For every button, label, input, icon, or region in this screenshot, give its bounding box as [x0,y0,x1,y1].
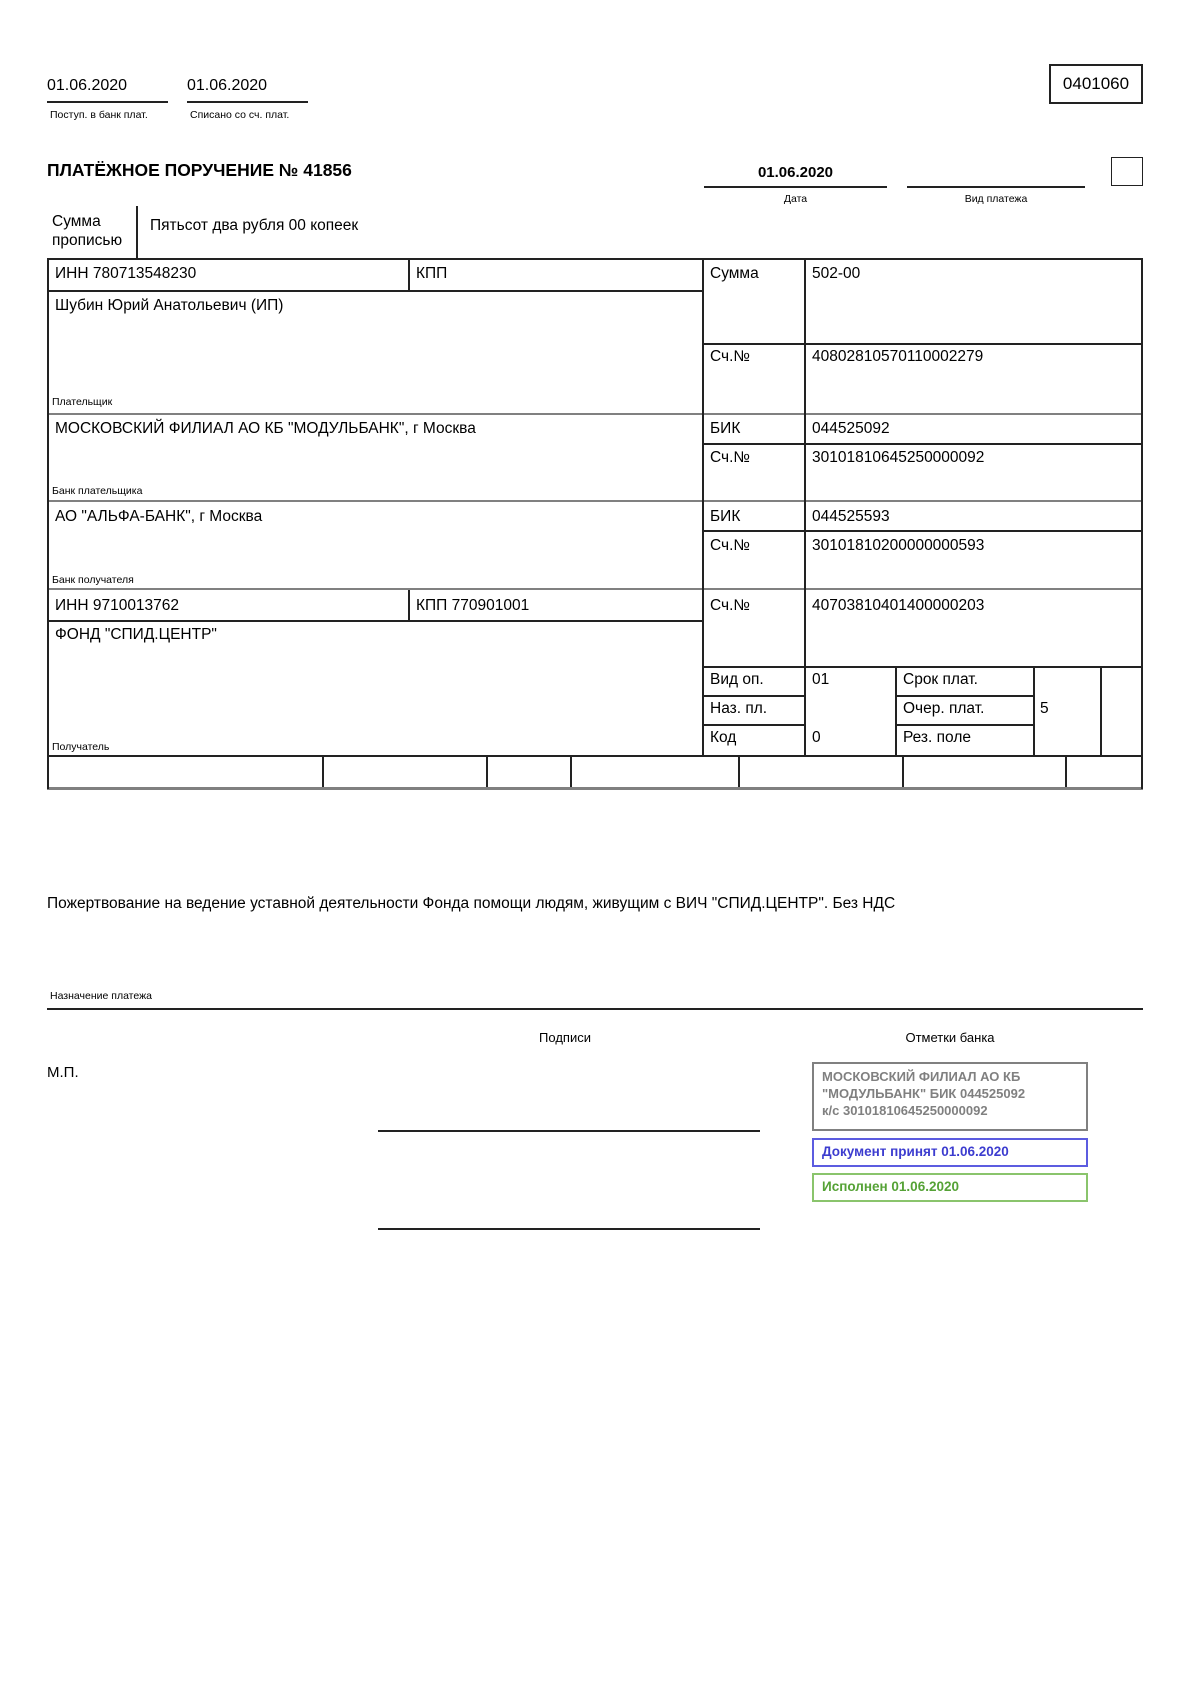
grid-line [570,757,572,787]
payer-section-line [47,413,1143,415]
payer-name: Шубин Юрий Анатольевич (ИП) [55,297,284,314]
payee-kpp: КПП 770901001 [416,597,530,614]
date-label: Дата [783,193,808,205]
debited-from-account-date: 01.06.2020 [187,77,268,94]
debited-from-account-label: Списано со сч. плат. [190,109,290,121]
received-in-bank-date: 01.06.2020 [47,77,128,94]
priority-value: 5 [1040,700,1049,717]
operation-type-value: 01 [812,671,830,688]
code-label: Код [710,729,737,746]
payer-section-label: Плательщик [52,396,113,408]
payer-inn: ИНН 780713548230 [55,265,197,282]
document-accepted-text: Документ принят 01.06.2020 [822,1144,1009,1159]
operation-type-label: Вид оп. [710,671,764,688]
payee-bank-bik-label: БИК [710,508,741,525]
grid-line [702,724,805,726]
signatures-label: Подписи [539,1030,591,1045]
form-code-box [1049,64,1143,104]
grid-line [902,757,904,787]
payer-bank-bik: 044525092 [812,420,890,437]
form-code: 0401060 [1062,74,1130,93]
grid-line [702,258,704,756]
grid-line [702,666,1143,668]
payer-account-label: Сч.№ [710,348,751,365]
payer-bank-section-label: Банк плательщика [52,485,143,497]
grid-line [895,695,1034,697]
bank-stamp-line: к/с 30101810645250000092 [822,1103,988,1119]
received-in-bank-label: Поступ. в банк плат. [50,109,148,121]
grid-line [1065,757,1067,787]
amount-in-words-label: Сумма прописью [52,213,123,249]
payment-type-underline [907,186,1085,188]
signature-line [378,1228,760,1230]
signature-line [378,1130,760,1132]
payee-inn: ИНН 9710013762 [55,597,180,614]
payer-bank-name: МОСКОВСКИЙ ФИЛИАЛ АО КБ "МОДУЛЬБАНК", г Москва [55,420,476,437]
payer-bank-account-label: Сч.№ [710,449,751,466]
payee-bank-account-label: Сч.№ [710,537,751,554]
received-date-underline [47,101,168,103]
payment-type-checkbox [1111,157,1143,186]
grid-line [804,258,806,756]
payee-bank-section-line [47,588,1143,590]
grid-line [408,590,410,621]
payment-purpose-label: Назначение платежа [50,990,152,1002]
grid-line [702,530,1143,532]
payee-account: 40703810401400000203 [812,597,985,614]
purpose-code-label: Наз. пл. [710,700,768,717]
due-date-label: Срок плат. [903,671,978,688]
debited-date-underline [187,101,308,103]
code-value: 0 [812,729,821,746]
document-title: ПЛАТЁЖНОЕ ПОРУЧЕНИЕ № 41856 [47,160,352,180]
reserve-field-label: Рез. поле [903,729,971,746]
grid-line [47,620,703,622]
amount-value: 502-00 [812,265,861,282]
document-accepted-stamp [812,1138,1088,1167]
payer-bank-bik-label: БИК [710,420,741,437]
grid-line [702,343,1143,345]
stamp-place-label: М.П. [47,1064,79,1081]
grid-line [47,755,1143,757]
date-underline [704,186,887,188]
priority-label: Очер. плат. [903,700,985,717]
grid-line [408,258,410,291]
grid-line [895,724,1034,726]
payer-bank-account: 30101810645250000092 [812,449,985,466]
grid-line [322,757,324,787]
document-date: 01.06.2020 [757,164,834,181]
bank-stamp-box [812,1062,1088,1131]
grid-line [702,443,1143,445]
payee-section-label: Получатель [52,741,110,753]
payment-purpose-text: Пожертвование на ведение уставной деятельности Фонда помощи людям, живущим с ВИЧ "СПИД.ЦЕНТР". Без НДС [47,895,896,912]
grid-line [47,290,703,292]
amount-in-words: Пятьсот два рубля 00 копеек [150,217,359,234]
table-left-border [47,258,49,789]
grid-line [1100,666,1102,756]
grid-line [702,695,805,697]
table-right-border [1141,258,1143,789]
payee-bank-name: АО "АЛЬФА-БАНК", г Москва [55,508,263,525]
document-executed-stamp [812,1173,1088,1202]
payer-bank-section-line [47,500,1143,502]
document-executed-text: Исполнен 01.06.2020 [822,1179,959,1194]
grid-line [738,757,740,787]
payee-name: ФОНД "СПИД.ЦЕНТР" [55,626,217,643]
grid-line [486,757,488,787]
payee-bank-bik: 044525593 [812,508,890,525]
payment-type-label: Вид платежа [964,193,1028,205]
payee-account-label: Сч.№ [710,597,751,614]
amount-words-divider [136,206,138,258]
purpose-section-line [47,1008,1143,1010]
payee-bank-account: 30101810200000000593 [812,537,985,554]
table-top-border [47,258,1143,260]
bank-marks-label: Отметки банка [905,1030,995,1045]
table-bottom-border [47,787,1143,790]
grid-line [1033,666,1035,756]
payer-account: 40802810570110002279 [812,348,984,365]
payer-kpp-label: КПП [416,265,448,282]
payee-bank-section-label: Банк получателя [52,574,134,586]
grid-line [895,666,897,756]
bank-stamp-line: МОСКОВСКИЙ ФИЛИАЛ АО КБ [822,1069,1021,1084]
bank-stamp-line: "МОДУЛЬБАНК" БИК 044525092 [822,1086,1026,1102]
amount-label: Сумма [710,265,759,282]
